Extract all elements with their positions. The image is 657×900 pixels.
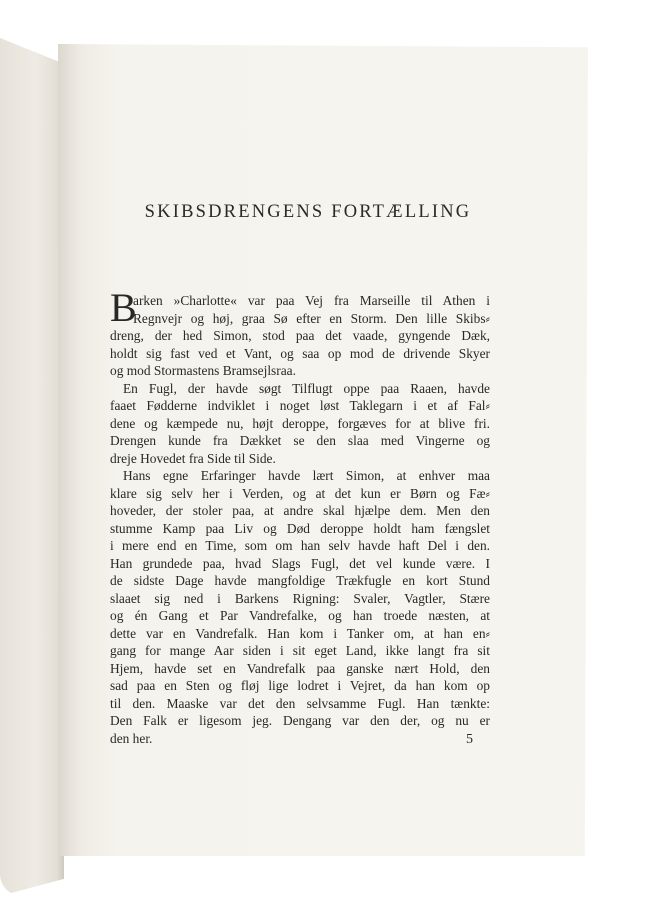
text-line: Hjem, havde set en Vandrefalk paa ganske nært Hold, den [110,660,490,676]
body-text [110,285,490,747]
drop-cap: B [110,285,137,330]
text-line: hoveder, der stoler paa, at andre skal hjælpe dem. Men den [110,503,490,518]
text-line: til den. Maaske var det den selvsamme Fugl. Han tænkte: [110,695,490,711]
text-line: klare sig selv her i Verden, og at det kun er Børn og Fæ⸗ [110,485,490,501]
text-line: holdt sig fast ved et Vant, og saa op mod de drivende Skyer [110,345,490,361]
text-line: arken »Charlotte« var paa Vej fra Marseille til Athen i [133,293,490,308]
text-line: Den Falk er ligesom jeg. Dengang var den der, og nu er [110,713,490,728]
text-line: dette var en Vandrefalk. Han kom i Tanker om, at han en⸗ [110,625,490,641]
text-line: i mere end en Time, som om han selv havde haft Del i den. [110,538,490,553]
text-line: Regnvejr og høj, graa Sø efter en Storm. Den lille Skibs⸗ [133,310,490,326]
text-line: de sidste Dage havde mangfoldige Trækfugle en kort Stund [110,573,490,588]
text-line: Han grundede paa, hvad Slags Fugl, det vel kunde være. I [110,555,490,571]
text-line: dreje Hovedet fra Side til Side. [110,450,276,466]
text-line: Hans egne Erfaringer havde lært Simon, at enhver maa [123,468,490,483]
text-line: En Fugl, der havde søgt Tilflugt oppe paa Raaen, havde [123,380,490,396]
text-line: og mod Stormastens Bramsejlsraa. [110,363,296,378]
text-line: dene og kæmpede nu, højt deroppe, forgæves for at blive fri. [110,415,490,431]
text-line: Drengen kunde fra Dækket se den slaa med Vingerne og [110,433,490,448]
text-line: sad paa en Sten og fløj lige lodret i Vejret, da han kom op [110,678,490,693]
text-line: gang for mange Aar siden i sit eget Land, ikke langt fra sit [110,643,490,658]
text-line: den her. [110,730,153,746]
page-number: 5 [466,732,473,747]
text-line: slaaet sig ned i Barkens Rigning: Svaler, Vagtler, Stære [110,590,490,606]
text-line: dreng, der hed Simon, stod paa det vaade, gyngende Dæk, [110,328,490,343]
left-page-edge [0,38,64,896]
text-line: og én Gang et Par Vandrefalke, og han troede næsten, at [110,608,490,623]
text-line: stumme Kamp paa Liv og Død deroppe holdt ham fængslet [110,520,490,536]
text-line: faaet Fødderne indviklet i noget løst Taklegarn i et af Fal⸗ [110,398,490,413]
chapter-title: SKIBSDRENGENS FORTÆLLING [144,202,472,222]
